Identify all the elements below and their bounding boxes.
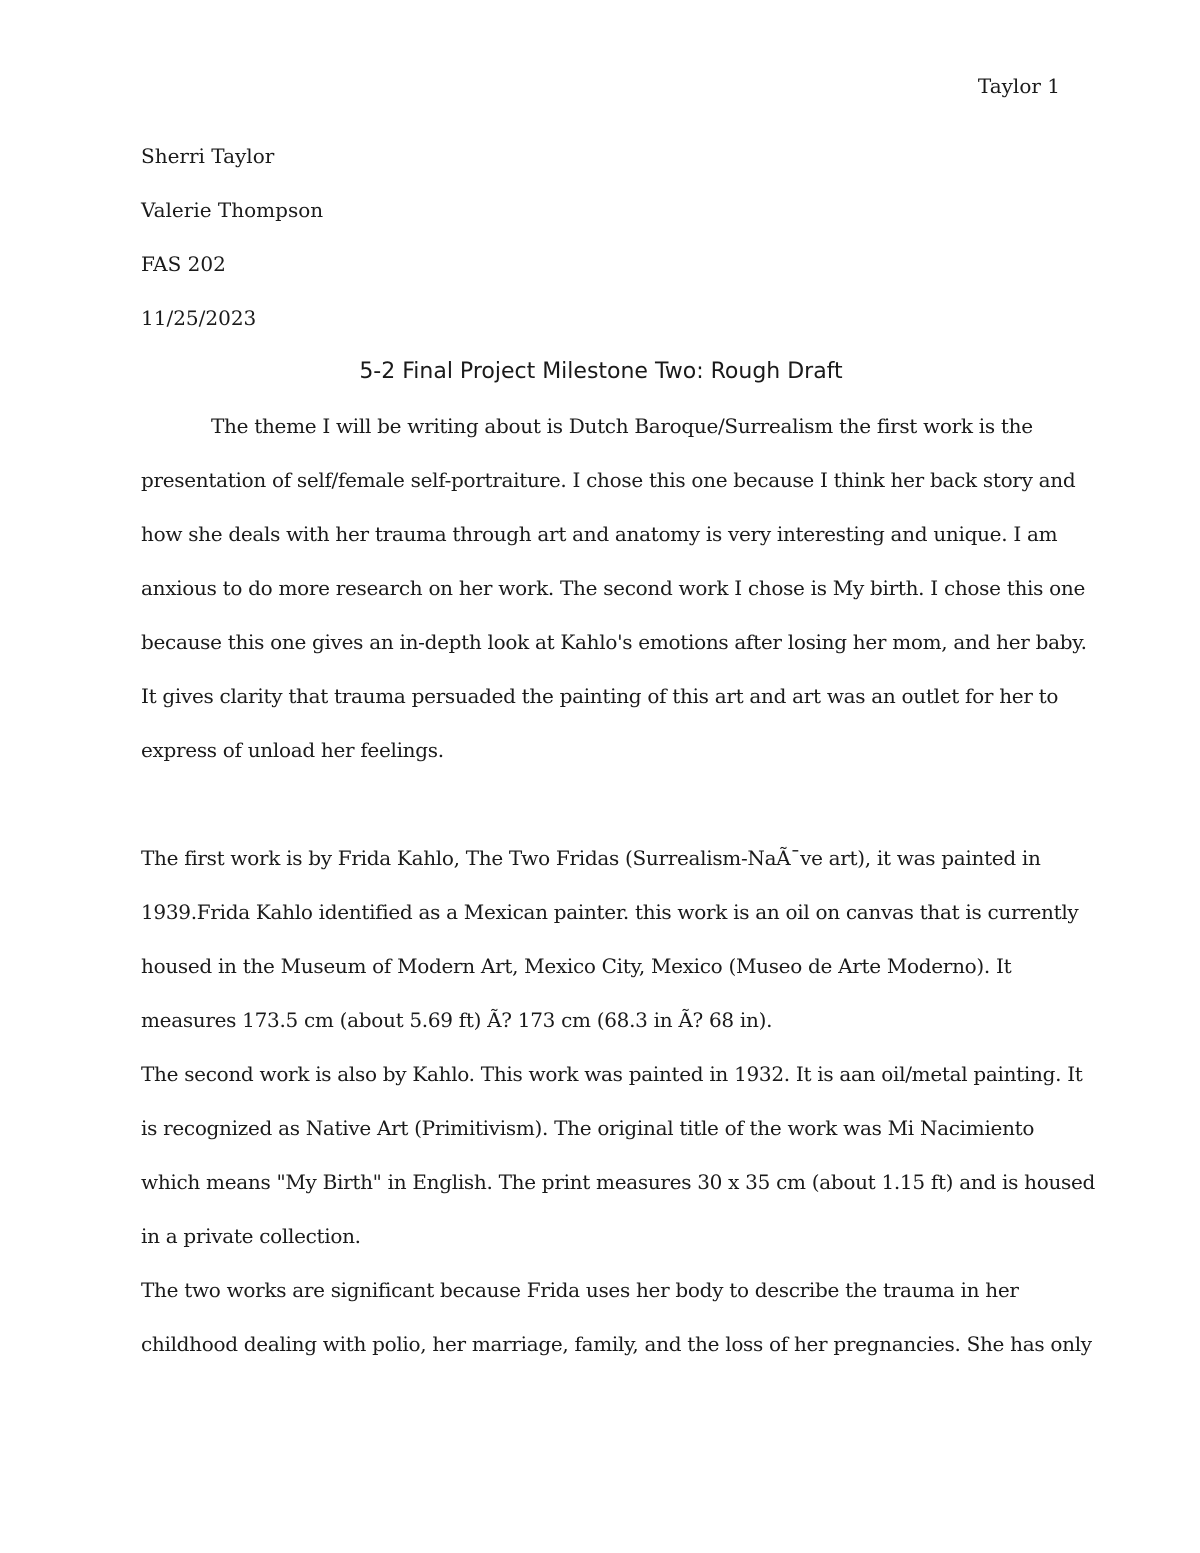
student-name: Sherri Taylor xyxy=(141,144,275,168)
body-line: The second work is also by Kahlo. This work was painted in 1932. It is aan oil/metal painting. It xyxy=(141,1062,1083,1086)
course-code: FAS 202 xyxy=(141,252,226,276)
submission-date: 11/25/2023 xyxy=(141,306,257,330)
body-line: 1939.Frida Kahlo identified as a Mexican painter. this work is an oil on canvas that is currently xyxy=(141,900,1079,924)
body-line: The two works are significant because Frida uses her body to describe the trauma in her xyxy=(141,1278,1019,1302)
page-header-label: Taylor 1 xyxy=(977,74,1060,98)
body-line: housed in the Museum of Modern Art, Mexico City, Mexico (Museo de Arte Moderno). It xyxy=(141,954,1012,978)
body-line: anxious to do more research on her work. The second work I chose is My birth. I chose this one xyxy=(141,576,1086,600)
body-line: measures 173.5 cm (about 5.69 ft) Ã? 173 cm (68.3 in Ã? 68 in). xyxy=(141,1008,773,1032)
document-title: 5-2 Final Project Milestone Two: Rough Draft xyxy=(359,359,843,384)
body-line: childhood dealing with polio, her marriage, family, and the loss of her pregnancies. She has only xyxy=(141,1332,1092,1356)
body-line: The theme I will be writing about is Dutch Baroque/Surrealism the first work is the xyxy=(211,414,1033,438)
body-line: It gives clarity that trauma persuaded the painting of this art and art was an outlet for her to xyxy=(141,684,1059,708)
body-line: because this one gives an in-depth look at Kahlo's emotions after losing her mom, and her baby. xyxy=(141,630,1087,654)
body-line: how she deals with her trauma through art and anatomy is very interesting and unique. I am xyxy=(141,522,1058,546)
body-line: The first work is by Frida Kahlo, The Two Fridas (Surrealism-NaÃ¯ve art), it was painted in xyxy=(141,846,1041,870)
body-line: which means "My Birth" in English. The print measures 30 x 35 cm (about 1.15 ft) and is housed xyxy=(141,1170,1096,1194)
heading-block xyxy=(141,142,1061,358)
body-line: in a private collection. xyxy=(141,1224,361,1248)
document-body xyxy=(141,412,1096,1384)
body-line: is recognized as Native Art (Primitivism). The original title of the work was Mi Nacimiento xyxy=(141,1116,1035,1140)
body-line: express of unload her feelings. xyxy=(141,738,444,762)
instructor-name: Valerie Thompson xyxy=(141,198,324,222)
body-line: presentation of self/female self-portraiture. I chose this one because I think her back story and xyxy=(141,468,1076,492)
blank-line xyxy=(141,790,1061,844)
